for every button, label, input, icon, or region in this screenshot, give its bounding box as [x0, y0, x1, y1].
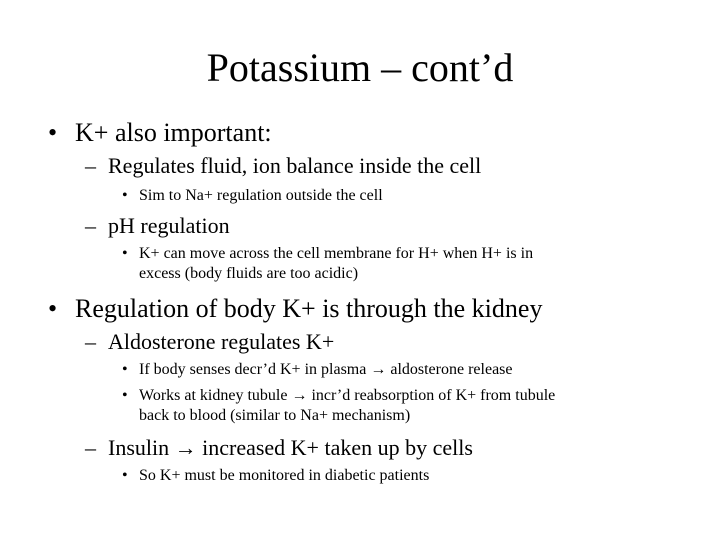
bullet-text: K+ also important: — [75, 118, 272, 147]
subbullet-text: Aldosterone regulates K+ — [108, 329, 335, 354]
slide-title: Potassium – cont’d — [206, 45, 514, 90]
bullet-marker: • — [122, 467, 128, 484]
detail-kidney-tubule-continued — [139, 406, 410, 426]
subbullet-text: pH regulation — [108, 213, 230, 238]
bullet-k-important — [48, 118, 272, 148]
dash-marker: – — [85, 213, 96, 238]
detail-sim-na — [122, 186, 383, 206]
detail-text: excess (body fluids are too acidic) — [139, 265, 359, 282]
detail-kidney-tubule — [122, 386, 556, 406]
bullet-marker: • — [122, 387, 128, 404]
dash-marker: – — [85, 329, 96, 354]
detail-text: So K+ must be monitored in diabetic patients — [139, 467, 430, 484]
subbullet-ph-regulation — [85, 213, 230, 239]
bullet-marker: • — [48, 294, 58, 323]
subbullet-aldosterone — [85, 329, 335, 355]
bullet-marker: • — [48, 118, 58, 147]
bullet-marker: • — [122, 361, 128, 378]
bullet-marker: • — [122, 245, 128, 262]
detail-k-move — [122, 244, 534, 264]
detail-text: If body senses decr’d K+ in plasma → aldosterone release — [139, 361, 513, 378]
detail-body-senses — [122, 360, 513, 380]
detail-k-move-continued — [139, 264, 358, 284]
dash-marker: – — [85, 435, 96, 460]
detail-text: back to blood (similar to Na+ mechanism) — [139, 407, 411, 424]
bullet-text: Regulation of body K+ is through the kidney — [75, 294, 543, 323]
bullet-marker: • — [122, 187, 128, 204]
detail-text: K+ can move across the cell membrane for H+ when H+ is in — [139, 245, 534, 262]
detail-text: Works at kidney tubule → incr’d reabsorption of K+ from tubule — [139, 387, 556, 404]
detail-diabetic — [122, 466, 430, 486]
dash-marker: – — [85, 153, 96, 178]
bullet-regulation-kidney — [48, 294, 543, 324]
subbullet-insulin — [85, 435, 473, 461]
subbullet-text: Insulin → increased K+ taken up by cells — [108, 435, 473, 460]
detail-text: Sim to Na+ regulation outside the cell — [139, 187, 383, 204]
subbullet-text: Regulates fluid, ion balance inside the cell — [108, 153, 482, 178]
subbullet-regulates-fluid — [85, 153, 482, 179]
